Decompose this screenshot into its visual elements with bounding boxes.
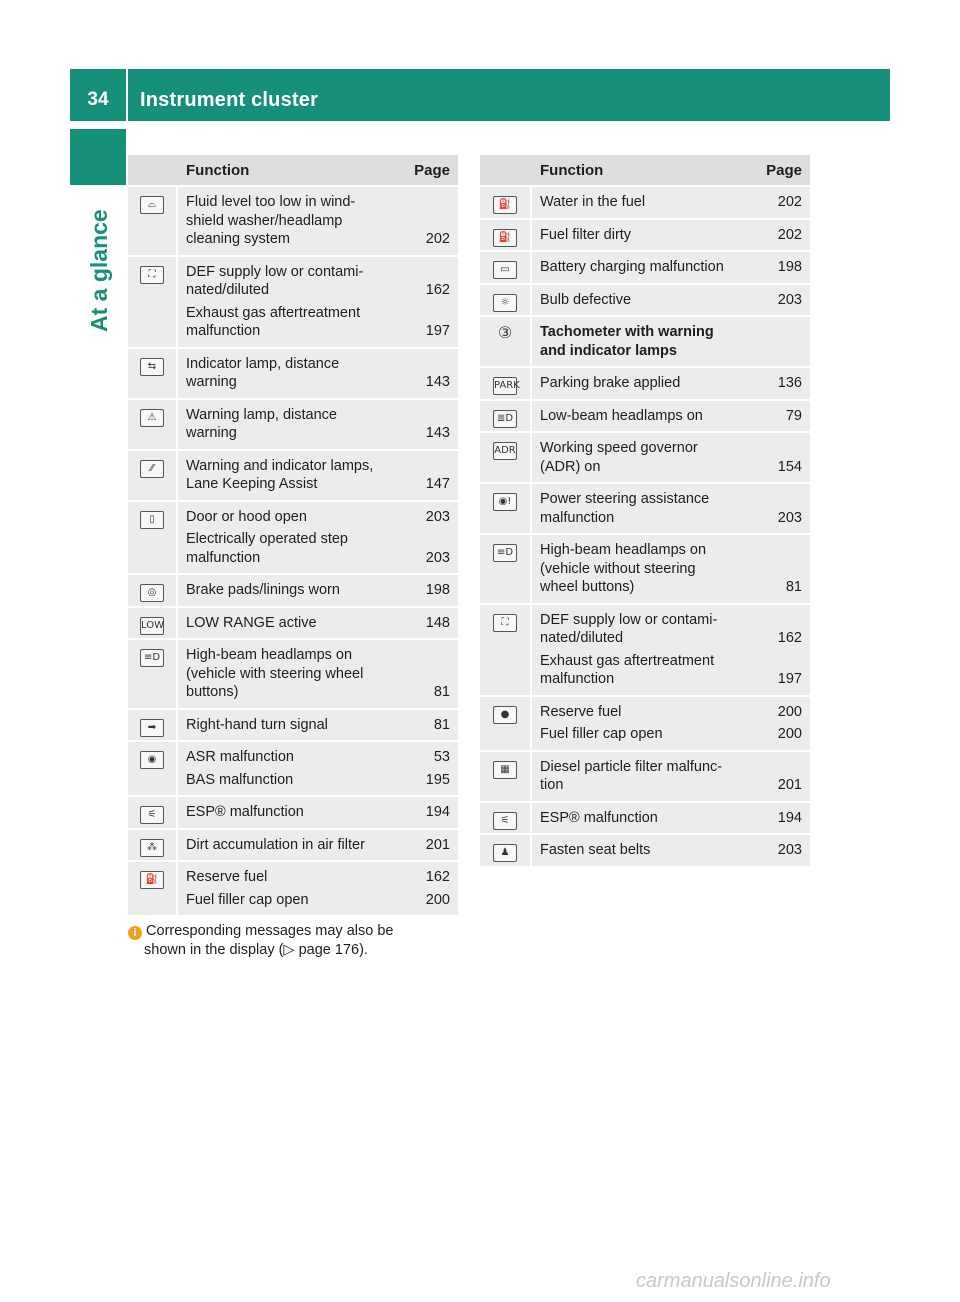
page-number-ref: 203: [425, 549, 450, 566]
function-text: Right-hand turn signal: [186, 716, 328, 733]
page-cell: [400, 862, 458, 917]
bulb-icon: ☼: [493, 294, 517, 312]
page-number-ref: 203: [425, 508, 450, 525]
function-cell: [532, 697, 754, 752]
function-text: Warning lamp, distance: [186, 406, 337, 423]
indicator-icon-cell: [128, 575, 178, 608]
def-icon: ⛶: [493, 614, 517, 632]
function-text: Parking brake applied: [540, 375, 681, 391]
parking-brake-icon: PARK: [493, 377, 517, 395]
table-row: [128, 797, 458, 830]
function-cell: [532, 252, 754, 285]
function-text: (vehicle without steering: [540, 560, 696, 577]
door-open-icon: ▯: [140, 511, 164, 529]
page-number-ref: 148: [425, 614, 450, 631]
function-text: Lane Keeping Assist: [186, 476, 318, 492]
function-text: and indicator lamps: [540, 342, 677, 359]
indicator-icon-cell: [128, 608, 178, 641]
page-cell: [754, 484, 810, 535]
table-row: [128, 451, 458, 502]
page-cell: [400, 400, 458, 451]
page-column-header: Page: [400, 155, 458, 187]
page-cell: [400, 608, 458, 641]
function-text: malfunction: [186, 323, 261, 339]
page-number-ref: 195: [425, 771, 450, 788]
table-row: [128, 608, 458, 641]
function-text: Brake pads/linings worn: [186, 582, 340, 598]
function-cell: [532, 803, 754, 836]
page-number-ref: 162: [425, 869, 450, 885]
page-number-ref: 200: [777, 726, 802, 742]
high-beam-icon: ≡D: [493, 544, 517, 562]
page-cell: [754, 835, 810, 868]
number-3-icon: ③: [497, 323, 513, 342]
left-indicator-table: [128, 155, 458, 917]
function-text: wheel buttons): [540, 579, 635, 595]
page-number-ref: 201: [425, 836, 450, 853]
table-row: [128, 257, 458, 349]
function-text: Tachometer with warning: [540, 324, 714, 340]
page-number-ref: 143: [425, 425, 450, 441]
function-cell: [178, 451, 400, 502]
esp-icon: ⚟: [493, 812, 517, 830]
page-cell: [754, 368, 810, 401]
function-text: High-beam headlamps on: [540, 542, 707, 558]
function-text: Fuel filter dirty: [540, 226, 632, 243]
fuel-icon: ⛽: [140, 871, 164, 889]
page-cell: [400, 349, 458, 400]
air-filter-icon: ⁂: [140, 839, 164, 857]
function-text: Reserve fuel: [540, 703, 622, 720]
function-column-header: Function: [178, 155, 400, 187]
table-row: [480, 535, 810, 605]
water-in-fuel-icon: ⛽: [493, 196, 517, 214]
indicator-icon-cell: [128, 797, 178, 830]
page-cell: [754, 220, 810, 253]
table-row: [128, 710, 458, 743]
function-cell: [178, 187, 400, 257]
high-beam-icon: ≡D: [140, 649, 164, 667]
page-number-ref: 202: [425, 231, 450, 247]
side-tab-marker: [70, 129, 126, 185]
page-cell: [400, 502, 458, 576]
distance-warning-icon: ⚠: [140, 409, 164, 427]
page-cell: [400, 710, 458, 743]
function-text: malfunction: [186, 549, 261, 566]
function-text: Working speed governor: [540, 440, 698, 456]
function-cell: [178, 608, 400, 641]
function-text: (vehicle with steering wheel: [186, 665, 364, 682]
page-number-ref: 194: [425, 804, 450, 820]
seat-belt-icon: ♟: [493, 844, 517, 862]
power-steering-icon: ◉!: [493, 493, 517, 511]
function-text: tion: [540, 777, 564, 793]
adr-icon: ADR: [493, 442, 517, 460]
indicator-icon-cell: [128, 400, 178, 451]
page-cell: [754, 401, 810, 434]
function-text: DEF supply low or contami-: [186, 263, 364, 280]
function-text: malfunction: [540, 509, 615, 526]
function-text: cleaning system: [186, 231, 290, 247]
function-cell: [178, 575, 400, 608]
function-text: Bulb defective: [540, 291, 632, 308]
left-table-body: [128, 187, 458, 917]
indicator-icon-cell: [480, 401, 532, 434]
page-number-ref: 53: [433, 749, 450, 765]
function-text: Fluid level too low in wind-: [186, 194, 356, 210]
indicator-icon-cell: [128, 349, 178, 400]
function-cell: [178, 349, 400, 400]
page-number-ref: 201: [777, 777, 802, 793]
page-column-header: Page: [754, 155, 810, 187]
function-cell: [178, 862, 400, 917]
page-number-ref: 154: [777, 458, 802, 475]
indicator-icon-cell: [480, 605, 532, 697]
indicator-icon-cell: [128, 830, 178, 863]
page-number-ref: 202: [777, 194, 802, 210]
function-text: Indicator lamp, distance: [186, 355, 340, 372]
info-icon: i: [128, 926, 142, 940]
page-number-ref: 81: [433, 684, 450, 700]
reserve-fuel-dot-icon: ●: [493, 706, 517, 724]
function-text: Power steering assistance: [540, 491, 710, 507]
low-range-icon: LOW: [140, 617, 164, 635]
table-row: [480, 803, 810, 836]
table-row: [128, 349, 458, 400]
page-cell: [754, 697, 810, 752]
function-text: ESP® malfunction: [540, 809, 658, 826]
page-number-ref: 203: [777, 842, 802, 858]
page-cell: [400, 742, 458, 797]
indicator-icon-cell: [480, 484, 532, 535]
function-text: warning: [186, 425, 237, 441]
page-title: Instrument cluster: [140, 89, 319, 111]
page-number-ref: 200: [425, 891, 450, 908]
table-row: [128, 502, 458, 576]
function-text: malfunction: [540, 671, 615, 687]
distance-indicator-icon: ⇆: [140, 358, 164, 376]
def-icon: ⛶: [140, 266, 164, 284]
function-cell: [532, 835, 754, 868]
function-cell: [178, 257, 400, 349]
indicator-icon-cell: [128, 502, 178, 576]
table-row: [480, 605, 810, 697]
function-text: Fuel filler cap open: [540, 726, 663, 742]
page-cell: [400, 575, 458, 608]
function-text: buttons): [186, 684, 239, 700]
page-cell: [754, 433, 810, 484]
table-header-row: [128, 155, 458, 187]
function-text: Diesel particle filter malfunc-: [540, 758, 723, 775]
function-text: BAS malfunction: [186, 771, 294, 788]
indicator-icon-cell: [480, 252, 532, 285]
table-row: [480, 368, 810, 401]
page-cell: [400, 640, 458, 710]
table-row: [480, 697, 810, 752]
battery-icon: ▭: [493, 261, 517, 279]
watermark: carmanualsonline.info: [636, 1270, 831, 1292]
function-text: nated/diluted: [540, 630, 624, 646]
table-row: [480, 285, 810, 318]
turn-signal-right-icon: ➡: [140, 719, 164, 737]
function-cell: [532, 285, 754, 318]
indicator-icon-cell: [480, 368, 532, 401]
page-cell: [754, 535, 810, 605]
indicator-icon-cell: [128, 257, 178, 349]
function-cell: [532, 752, 754, 803]
page-cell: [754, 752, 810, 803]
table-row: [128, 830, 458, 863]
function-text: Fuel filler cap open: [186, 891, 309, 908]
table-row: [480, 317, 810, 368]
note-text-1: Corresponding messages may also be: [146, 923, 394, 939]
table-row: [480, 433, 810, 484]
indicator-icon-cell: [480, 697, 532, 752]
function-cell: [178, 502, 400, 576]
indicator-icon-cell: [480, 187, 532, 220]
table-row: [128, 575, 458, 608]
function-text: Electrically operated step: [186, 531, 348, 547]
indicator-icon-cell: [480, 317, 532, 368]
page-cell: [400, 187, 458, 257]
table-row: [480, 752, 810, 803]
function-cell: [178, 830, 400, 863]
function-text: ASR malfunction: [186, 749, 294, 765]
side-section-label: At a glance: [86, 209, 112, 332]
page-number-ref: 197: [425, 323, 450, 339]
page-number-ref: 81: [433, 716, 450, 733]
function-text: Warning and indicator lamps,: [186, 457, 374, 474]
function-cell: [532, 484, 754, 535]
function-text: Exhaust gas aftertreatment: [540, 652, 715, 669]
note-text-2: shown in the display (▷ page 176).: [144, 941, 368, 958]
page-cell: [754, 605, 810, 697]
table-row: [480, 835, 810, 868]
icon-column-header: [480, 155, 532, 187]
table-row: [128, 400, 458, 451]
function-cell: [178, 797, 400, 830]
function-text: Low-beam headlamps on: [540, 407, 703, 424]
table-header-row: [480, 155, 810, 187]
page-number-ref: 202: [777, 226, 802, 243]
page-cell: [400, 797, 458, 830]
function-text: DEF supply low or contami-: [540, 611, 718, 628]
page-cell: [754, 187, 810, 220]
indicator-icon-cell: [128, 862, 178, 917]
page-number-ref: 203: [777, 509, 802, 526]
page-number-ref: 136: [777, 375, 802, 391]
function-cell: [532, 535, 754, 605]
page-number-ref: 198: [777, 259, 802, 275]
function-text: nated/diluted: [186, 282, 270, 298]
diesel-particle-filter-icon: ▦: [493, 761, 517, 779]
indicator-icon-cell: [480, 835, 532, 868]
function-cell: [532, 220, 754, 253]
page-number-ref: 81: [785, 579, 802, 595]
function-text: warning: [186, 374, 237, 390]
function-cell: [532, 401, 754, 434]
function-text: Exhaust gas aftertreatment: [186, 304, 361, 321]
table-row: [128, 742, 458, 797]
function-cell: [532, 433, 754, 484]
page-number-ref: 143: [425, 374, 450, 390]
function-column-header: Function: [532, 155, 754, 187]
table-row: [480, 187, 810, 220]
washer-fluid-icon: ⌓: [140, 196, 164, 214]
asr-icon: ◉: [140, 751, 164, 769]
page-number-ref: 194: [777, 809, 802, 826]
indicator-icon-cell: [480, 220, 532, 253]
function-text: (ADR) on: [540, 458, 601, 475]
page-number-ref: 162: [777, 630, 802, 646]
page-cell: [400, 830, 458, 863]
page-number-ref: 203: [777, 291, 802, 308]
indicator-icon-cell: [128, 710, 178, 743]
table-row: [480, 401, 810, 434]
page-cell: [754, 317, 810, 368]
table-row: [128, 862, 458, 917]
lane-keeping-icon: ⁄⁄: [140, 460, 164, 478]
page-cell: [754, 252, 810, 285]
function-cell: [532, 368, 754, 401]
table-row: [480, 252, 810, 285]
indicator-icon-cell: [128, 451, 178, 502]
table-row: [128, 187, 458, 257]
page-number-ref: 197: [777, 671, 802, 687]
page-number-ref: 147: [425, 476, 450, 492]
page-number-ref: 162: [425, 282, 450, 298]
note-line-1: [128, 922, 458, 941]
function-text: Reserve fuel: [186, 869, 268, 885]
indicator-icon-cell: [480, 535, 532, 605]
function-cell: [532, 605, 754, 697]
table-row: [128, 640, 458, 710]
function-text: LOW RANGE active: [186, 614, 317, 631]
function-cell: [532, 187, 754, 220]
right-indicator-table: [480, 155, 810, 868]
page-number-ref: 198: [425, 582, 450, 598]
function-text: Water in the fuel: [540, 194, 646, 210]
page-number-ref: 79: [785, 407, 802, 424]
function-cell: [532, 317, 754, 368]
indicator-icon-cell: [480, 433, 532, 484]
fuel-filter-icon: ⛽: [493, 229, 517, 247]
page-cell: [400, 451, 458, 502]
indicator-icon-cell: [128, 742, 178, 797]
function-text: Battery charging malfunction: [540, 259, 724, 275]
function-text: Fasten seat belts: [540, 842, 651, 858]
indicator-icon-cell: [128, 640, 178, 710]
function-text: ESP® malfunction: [186, 804, 304, 820]
function-text: Door or hood open: [186, 508, 307, 525]
page-number: 34: [87, 89, 109, 110]
function-cell: [178, 710, 400, 743]
function-text: shield washer/headlamp: [186, 212, 343, 229]
right-table-body: [480, 187, 810, 868]
icon-column-header: [128, 155, 178, 187]
indicator-icon-cell: [480, 803, 532, 836]
info-note: [128, 922, 458, 959]
page-cell: [754, 285, 810, 318]
page-cell: [754, 803, 810, 836]
table-row: [480, 220, 810, 253]
page-number-ref: 200: [777, 703, 802, 720]
indicator-icon-cell: [480, 752, 532, 803]
page-cell: [400, 257, 458, 349]
function-text: High-beam headlamps on: [186, 647, 353, 663]
function-text: Dirt accumulation in air filter: [186, 836, 365, 853]
indicator-icon-cell: [480, 285, 532, 318]
indicator-icon-cell: [128, 187, 178, 257]
esp-icon: ⚟: [140, 806, 164, 824]
low-beam-icon: ≣D: [493, 410, 517, 428]
function-cell: [178, 742, 400, 797]
function-cell: [178, 400, 400, 451]
function-cell: [178, 640, 400, 710]
brake-pads-icon: ◎: [140, 584, 164, 602]
header-divider: [126, 69, 128, 121]
table-row: [480, 484, 810, 535]
